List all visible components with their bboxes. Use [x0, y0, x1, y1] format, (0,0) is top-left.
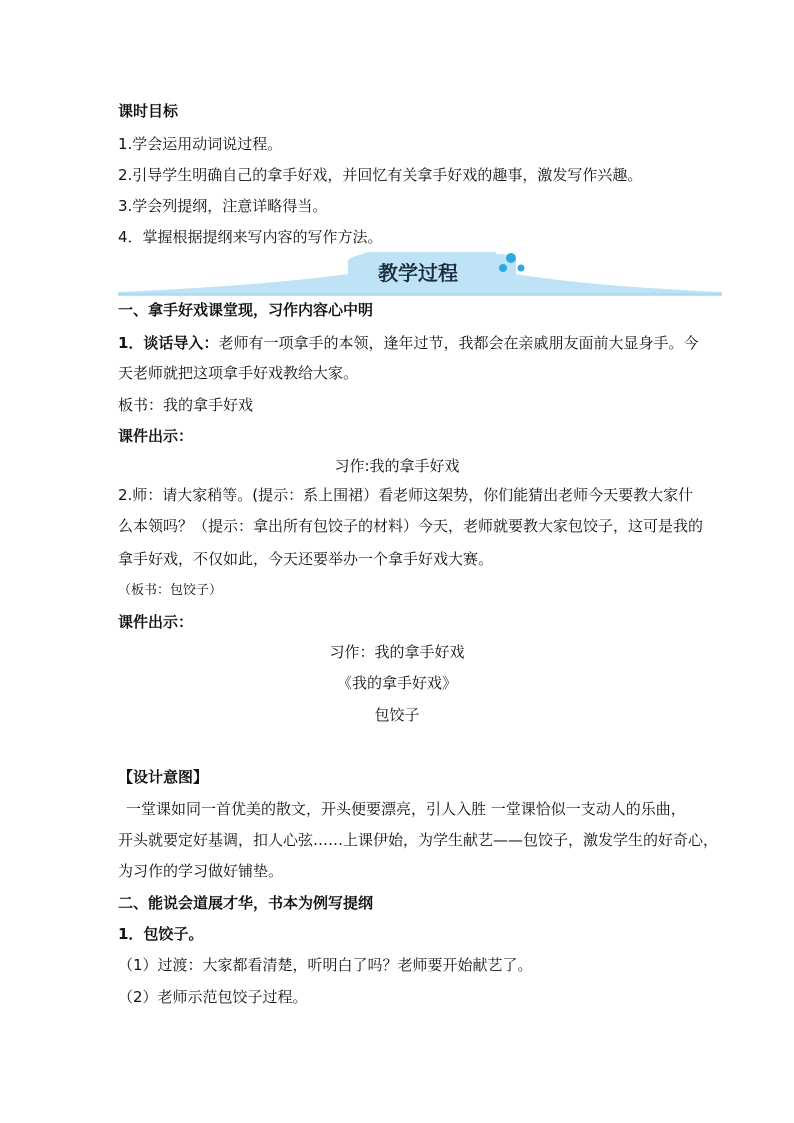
design-line: 为习作的学习做好铺垫。 [118, 862, 284, 880]
step2-line2: 么本领吗？（提示：拿出所有包饺子的材料）今天，老师就要教大家包饺子，这可是我的 [118, 517, 704, 535]
goal-item: 3.学会列提纲，注意详略得当。 [118, 197, 328, 215]
courseware-text: 《我的拿手好戏》 [336, 674, 457, 692]
design-line: 一堂课如同一首优美的散文，开头便要漂亮，引人入胜 一堂课恰似一支动人的乐曲， [126, 800, 686, 818]
banner-title: 教学过程 [378, 261, 458, 285]
step1-line2: 天老师就把这项拿手好戏教给大家。 [118, 364, 359, 382]
design-heading: 【设计意图】 [118, 768, 209, 786]
courseware-label: 课件出示： [118, 427, 194, 445]
section1-heading: 一、拿手好戏课堂现，习作内容心中明 [118, 301, 374, 319]
section-banner [118, 250, 722, 296]
courseware-label: 课件出示： [118, 613, 194, 631]
courseware-text: 习作：我的拿手好戏 [329, 643, 465, 661]
section2-item: （2）老师示范包饺子过程。 [118, 988, 308, 1006]
step1-line1: 1．谈话导入：老师有一项拿手的本领，逢年过节，我都会在亲戚朋友面前大显身手。今 [118, 334, 699, 352]
goal-item: 2.引导学生明确自己的拿手好戏，并回忆有关拿手好戏的趣事，激发写作兴趣。 [118, 166, 643, 184]
goal-item: 4．掌握根据提纲来写内容的写作方法。 [118, 228, 383, 246]
courseware-text: 习作:我的拿手好戏 [334, 457, 460, 475]
courseware-text: 包饺子 [374, 706, 420, 724]
section2-item: （1）过渡：大家都看清楚，听明白了吗？老师要开始献艺了。 [118, 956, 533, 974]
section2-sub: 1．包饺子。 [118, 925, 204, 943]
goal-item: 1.学会运用动词说过程。 [118, 135, 283, 153]
step2-line3: 拿手好戏，不仅如此，今天还要举办一个拿手好戏大赛。 [118, 550, 494, 568]
board-note: 板书：我的拿手好戏 [118, 396, 254, 414]
goals-heading: 课时目标 [118, 102, 179, 120]
section2-heading: 二、能说会道展才华，书本为例写提纲 [118, 894, 374, 912]
design-line: 开头就要定好基调，扣人心弦……上课伊始，为学生献艺——包饺子，激发学生的好奇心， [118, 831, 719, 849]
step2-line1: 2.师：请大家稍等。(提示：系上围裙）看老师这架势，你们能猜出老师今天要教大家什 [118, 486, 694, 504]
step1-label: 1．谈话导入： [118, 334, 219, 352]
board-note: （板书：包饺子） [118, 583, 223, 598]
